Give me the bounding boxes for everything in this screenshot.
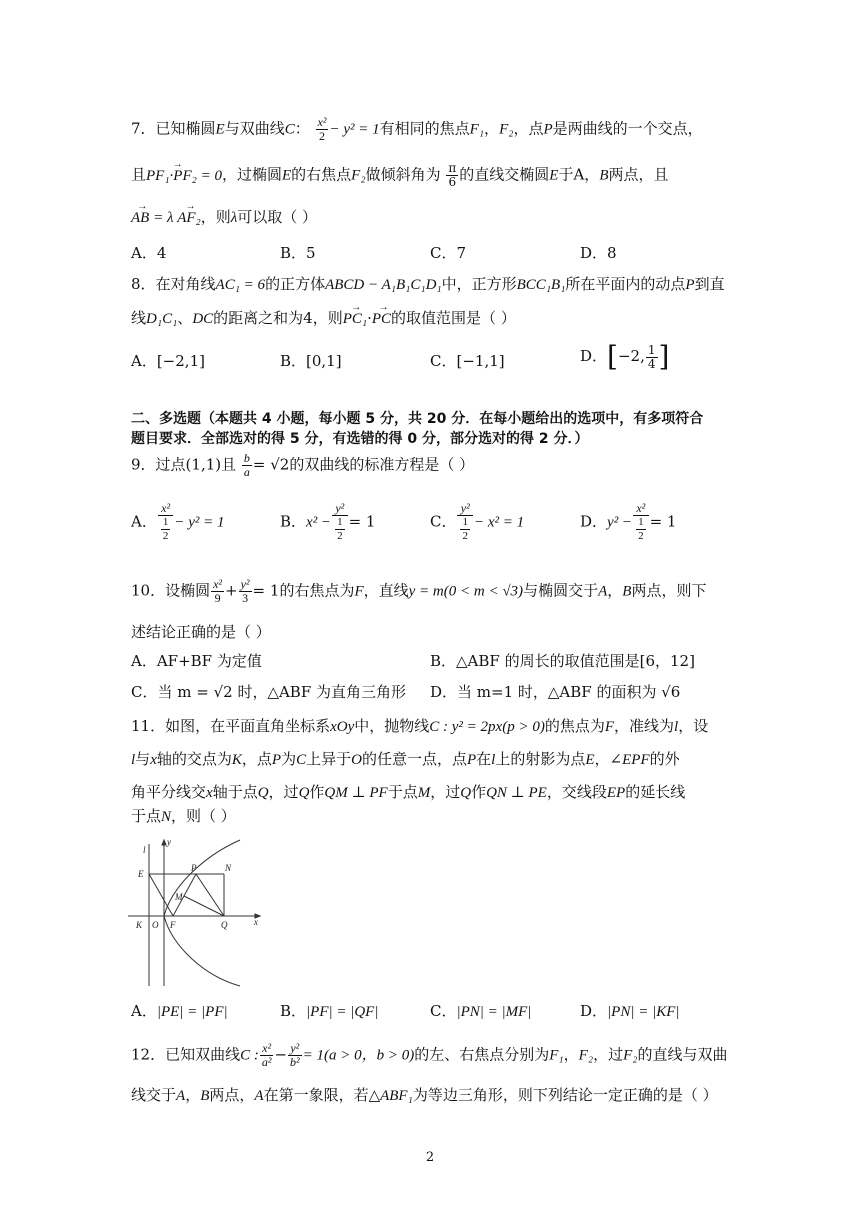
q7-line-1: 7．已知椭圆E与双曲线C： $\frac{\text{x²}}{2}$ − y² = 1有相同的焦点F₁，F₂，点P是两曲线的一个交点， [131, 115, 703, 143]
q10-option-b: B．△ABF 的周长的取值范围是[6，12] [430, 652, 695, 670]
q10-option-a: A．AF+BF 为定值 [131, 652, 262, 670]
q8-option-c: C．[−1,1] [430, 352, 505, 370]
q7-fraction-x2-2: $\frac{\text{x²}}{2}$ [317, 115, 327, 143]
section2-heading-line-1: 二、多选题（本题共 4 小题，每小题 5 分，共 20 分．在每小题给出的选项中，有多项符合 [131, 411, 704, 427]
q10-option-c: C．当 m = √2 时，△ABF 为直角三角形 [131, 683, 407, 701]
figure-label-K: K [136, 920, 143, 930]
q11-line-3: 角平分线交x轴于点Q，过Q作QM ⊥ PF于点M，过Q作QN ⊥ PE，交线段EP的延长线 [131, 783, 686, 801]
q8-option-b: B．[0,1] [280, 352, 342, 370]
figure-label-O: O [152, 920, 159, 930]
q10-option-d: D．当 m=1 时，△ABF 的面积为 √6 [430, 683, 681, 701]
q7-option-c: C．7 [430, 244, 467, 262]
figure-label-E: E [138, 869, 144, 879]
y-axis-arrow [162, 840, 166, 845]
q12-line-2: 线交于A，B两点，A在第一象限，若△ABF₁为等边三角形，则下列结论一定正确的是（ ） [131, 1086, 718, 1104]
q11-option-a: A．|PE| = |PF| [131, 1002, 228, 1020]
q12-line-1: 12．已知双曲线C : $\frac{\text{x²}}{\text{a²}}$ − $\frac{\text{y²}}{\text{b²}}$ = 1(a > 0，b > 0)的左、右焦点分别为F₁，F₂，过F₂的直线与双曲 [131, 1041, 728, 1069]
q7-option-a: A．4 [131, 244, 167, 262]
figure-label-l: l [143, 845, 146, 855]
figure-label-x: x [254, 917, 258, 927]
q7-line-2: 且→ PF₁·PF₂ = 0，过椭圆E的右焦点F₂做倾斜角为 $\frac{\pi}{6}$ 的直线交椭圆E于A，B两点，且 [131, 162, 669, 189]
q11-option-b: B．|PF| = |QF| [280, 1002, 379, 1020]
q9-fraction-b-a: $\frac{b}{a}$ [243, 451, 250, 479]
q7-fraction-pi-6: $\frac{\pi}{6}$ [448, 161, 457, 189]
figure-label-M: M [175, 892, 183, 902]
q9-option-c: C． y² 1 2 − x² = 1 [430, 501, 525, 542]
q8-option-a: A．[−2,1] [131, 352, 205, 370]
figure-label-N: N [225, 863, 232, 873]
page-number: 2 [425, 1150, 435, 1165]
q9-line-1: 9．过点(1,1)且 $\frac{b}{a}$ = √2的双曲线的标准方程是（ ） [131, 451, 475, 479]
q11-line-2: l与x轴的交点为K，点P为C上异于O的任意一点，点P在l上的射影为点E，∠EPF的外 [131, 750, 680, 768]
q10-line-1: 10．设椭圆 $\frac{\text{x²}}{9}$ + $\frac{\text{y²}}{3}$ = 1的右焦点为F，直线y = m(0 < m < √3)与椭圆交于A，B两点，则下 [131, 577, 707, 605]
q9-option-d: D．y² − x² 1 2 = 1 [580, 501, 677, 542]
q11-line-4: 于点N，则（ ） [131, 807, 236, 825]
q8-line-2: 线D₁C₁、DC的距离之和为4，则→ PC₁·→ PC的取值范围是（ ） [131, 307, 516, 330]
q8-line-1: 8．在对角线AC₁ = 6的正方体ABCD − A₁B₁C₁D₁中，正方形BCC₁B₁所在平面内的动点P到直 [131, 275, 725, 293]
line-QM [184, 896, 224, 916]
q10-line-2: 述结论正确的是（ ） [131, 623, 271, 641]
figure-label-Q: Q [221, 920, 228, 930]
q9-option-a: A． x² 1 2 − y² = 1 [131, 501, 225, 542]
figure-label-y: y [167, 837, 171, 847]
q7-option-d: D．8 [580, 244, 617, 262]
q11-option-c: C．|PN| = |MF| [430, 1002, 532, 1020]
figure-label-P: P [191, 863, 197, 873]
q8-option-d: D．[−2, $\frac{1}{4}$ ] [580, 340, 670, 373]
q8-fraction-1-4: $\frac{1}{4}$ [647, 342, 656, 371]
section2-heading-line-2: 题目要求．全部选对的得 5 分，有选错的得 0 分，部分选对的得 2 分．） [131, 431, 589, 447]
line-PQ [196, 874, 224, 916]
q9-option-b: B．x² − y² 1 2 = 1 [280, 501, 376, 542]
parabola-curve [164, 840, 240, 986]
q7-line-3: → AB = λ → AF₂，则λ可以取（ ） [131, 206, 317, 229]
q7-option-b: B．5 [280, 244, 316, 262]
figure-label-F: F [170, 920, 176, 930]
line-EF [149, 874, 173, 916]
q11-option-d: D．|PN| = |KF| [580, 1002, 680, 1020]
q11-line-1: 11．如图，在平面直角坐标系xOy中，抛物线C : y² = 2px(p > 0)的焦点为F，准线为l，设 [131, 717, 709, 735]
parabola-figure [124, 836, 264, 988]
